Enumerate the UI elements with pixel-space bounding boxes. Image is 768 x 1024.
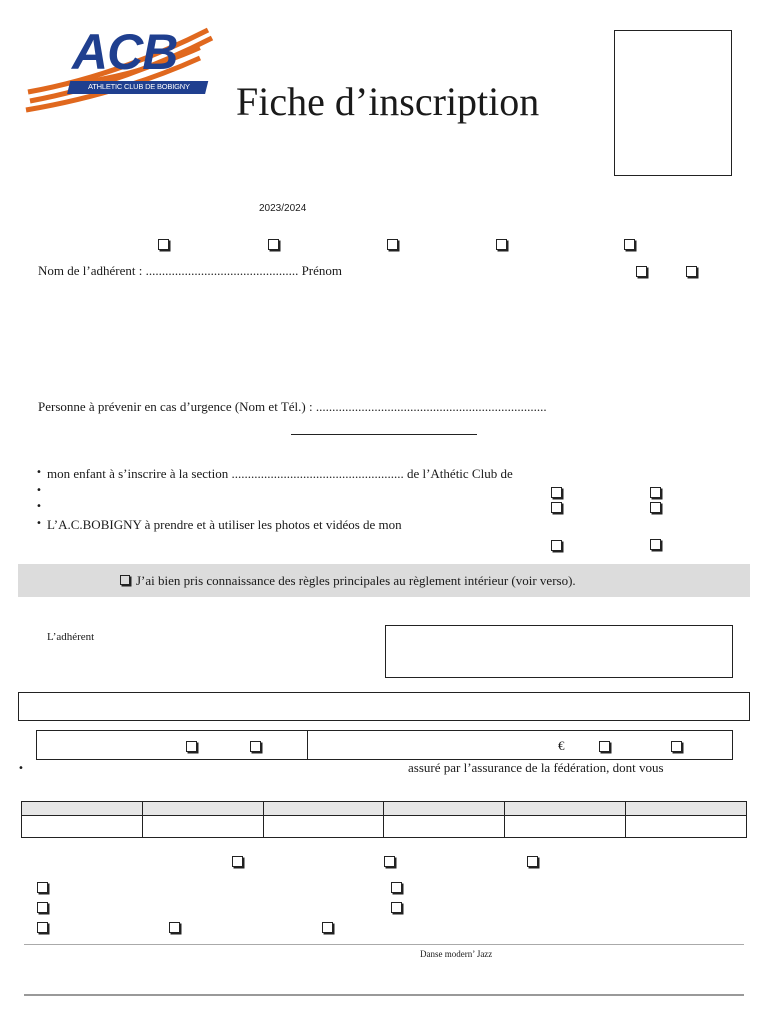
bullet-icon: • [36, 467, 42, 478]
table-header-cell [384, 802, 505, 816]
wide-info-box [18, 692, 750, 721]
table-header-cell [22, 802, 143, 816]
payment-checkbox-4[interactable] [671, 741, 682, 752]
authorization-3-yes-checkbox[interactable] [551, 502, 562, 513]
signature-box[interactable] [385, 625, 733, 678]
club-logo [22, 18, 217, 116]
separator-line [291, 434, 477, 435]
signature-label: L’adhérent [47, 631, 95, 643]
table-cell[interactable] [22, 816, 143, 838]
table-cell[interactable] [263, 816, 384, 838]
table-header-cell [626, 802, 747, 816]
table-cell[interactable] [142, 816, 263, 838]
bullet-icon: • [36, 518, 42, 529]
page-title: Fiche d’inscription [236, 79, 540, 124]
payment-box-right [307, 730, 733, 760]
table-row [22, 816, 747, 838]
section-checkbox-6[interactable] [169, 922, 180, 933]
info-table [21, 801, 747, 838]
divider-line [24, 944, 744, 945]
logo-subtitle: ATHLETIC CLUB DE BOBIGNY [88, 82, 190, 91]
category-checkbox-4[interactable] [496, 239, 507, 250]
insurance-line: assuré par l’assurance de la fédération, dont vous [408, 760, 664, 775]
payment-box-left [36, 730, 308, 760]
logo-letters: ACB [72, 24, 178, 80]
section-checkbox-4[interactable] [391, 902, 402, 913]
currency-symbol: € [558, 738, 565, 753]
rules-acknowledgement[interactable] [120, 573, 576, 589]
bullet-icon: • [36, 485, 42, 496]
bullet-icon: • [36, 501, 42, 512]
payment-checkbox-3[interactable] [599, 741, 610, 752]
bottom-divider-line [24, 994, 744, 996]
photo-consent-no-checkbox[interactable] [650, 539, 661, 550]
section-checkbox-1[interactable] [37, 882, 48, 893]
authorization-2-yes-checkbox[interactable] [551, 487, 562, 498]
table-header-row [22, 802, 747, 816]
section-checkbox-7[interactable] [322, 922, 333, 933]
payment-checkbox-2[interactable] [250, 741, 261, 752]
section-checkbox-2[interactable] [391, 882, 402, 893]
member-name-line: Nom de l’adhérent : ............................................... Prénom [38, 263, 343, 278]
authorization-line-photos: L’A.C.BOBIGNY à prendre et à utiliser les photos et vidéos de mon [47, 517, 402, 532]
table-header-cell [505, 802, 626, 816]
table-cell[interactable] [505, 816, 626, 838]
option-checkbox-3[interactable] [527, 856, 538, 867]
emergency-contact-line: Personne à prévenir en cas d’urgence (Nom et Tél.) : ....................................................................... [38, 399, 547, 414]
photo-consent-yes-checkbox[interactable] [551, 540, 562, 551]
sex-checkbox-1[interactable] [636, 266, 647, 277]
rules-text: J’ai bien pris connaissance des règles principales au règlement intérieur (voir verso). [136, 573, 576, 588]
sex-checkbox-2[interactable] [686, 266, 697, 277]
table-cell[interactable] [626, 816, 747, 838]
authorization-line-1: mon enfant à s’inscrire à la section ..................................................... de l’Athétic Club de [47, 466, 513, 481]
season-label: 2023/2024 [259, 203, 307, 214]
table-cell[interactable] [384, 816, 505, 838]
category-checkbox-2[interactable] [268, 239, 279, 250]
authorization-3-no-checkbox[interactable] [650, 502, 661, 513]
bullet-icon: • [18, 763, 24, 774]
dance-section-label: Danse modern’ Jazz [420, 949, 493, 959]
rules-checkbox[interactable] [120, 575, 130, 585]
table-header-cell [142, 802, 263, 816]
category-checkbox-5[interactable] [624, 239, 635, 250]
category-checkbox-3[interactable] [387, 239, 398, 250]
section-checkbox-3[interactable] [37, 902, 48, 913]
table-header-cell [263, 802, 384, 816]
payment-checkbox-1[interactable] [186, 741, 197, 752]
option-checkbox-1[interactable] [232, 856, 243, 867]
category-checkbox-1[interactable] [158, 239, 169, 250]
authorization-2-no-checkbox[interactable] [650, 487, 661, 498]
option-checkbox-2[interactable] [384, 856, 395, 867]
photo-box [614, 30, 732, 176]
section-checkbox-5[interactable] [37, 922, 48, 933]
